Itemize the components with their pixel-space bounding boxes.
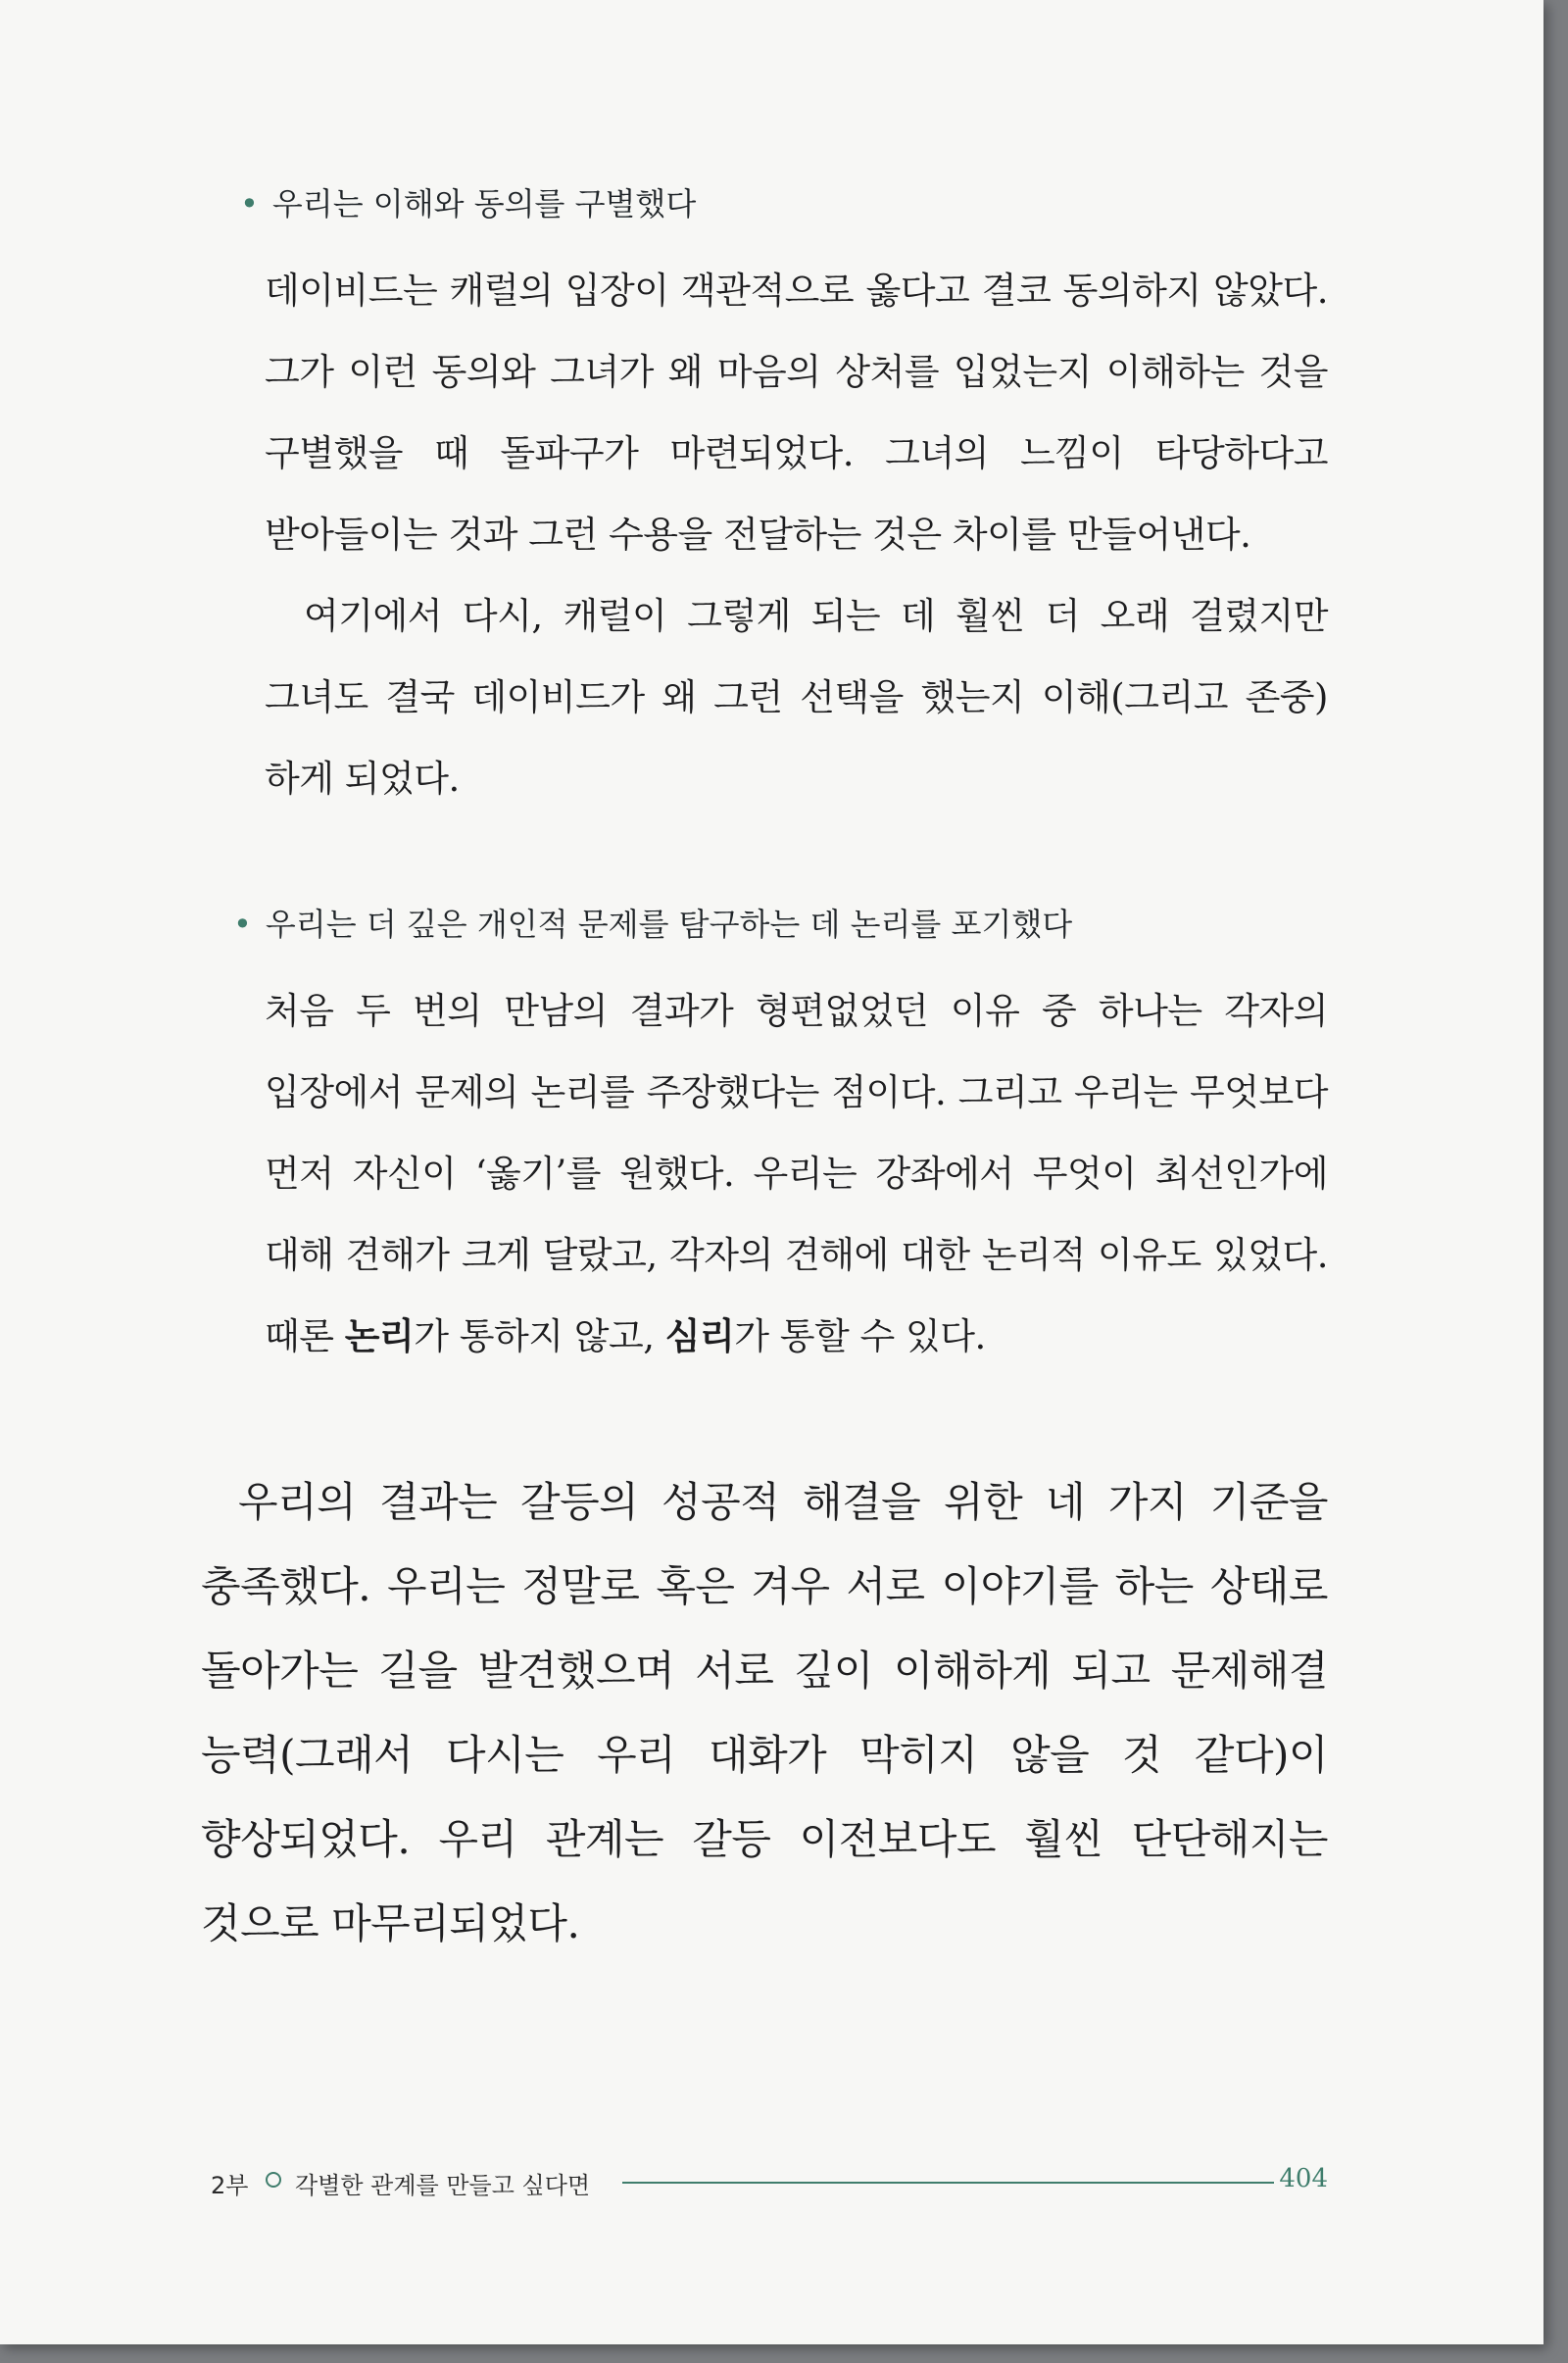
footer-rule [622,2182,1274,2184]
paragraph [265,970,1328,1377]
paragraph-text: 가 통하지 않고, [414,1315,665,1357]
section-heading-1-text: 우리는 이해와 동의를 구별했다 [271,185,697,222]
paragraph: 여기에서 다시, 캐럴이 그렇게 되는 데 훨씬 더 오래 걸렸지만 그녀도 결국 데이비드가 왜 그런 선택을 했는지 이해(그리고 존중)하게 되었다. [265,595,1328,800]
page-number: 404 [1279,2164,1328,2193]
emphasis-psychology: 심리 [664,1315,735,1357]
paragraph-text: 처음 두 번의 만남의 결과가 형편없었던 이유 중 하나는 각자의 입장에서 문제의 논리를 주장했다는 점이다. 그리고 우리는 무엇보다 먼저 자신이 ‘옳기’를 원했다. 우리는 강좌에서 무엇이 최선인가에 대해 견해가 크게 달랐고, 각자의 견해에 대한 논리적 이유도 있었다. 때론 [265,990,1328,1357]
bullet-icon: • [240,185,259,222]
section-heading-2-text: 우리는 더 깊은 개인적 문제를 탐구하는 데 논리를 포기했다 [265,906,1073,943]
chapter-title: 각별한 관계를 만들고 싶다면 [295,2172,591,2199]
section-body-2 [265,970,1328,1377]
paragraph: 데이비드는 캐럴의 입장이 객관적으로 옳다고 결코 동의하지 않았다. 그가 이런 동의와 그녀가 왜 마음의 상처를 입었는지 이해하는 것을 구별했을 때 돌파구가 마련되었다. 그녀의 느낌이 타당하다고 받아들이는 것과 그런 수용을 전달하는 것은 차이를 만들어낸다. [265,270,1328,556]
emphasis-logic: 논리 [344,1315,415,1357]
paragraph-text: 가 통할 수 있다. [734,1315,986,1357]
section-body-1 [265,250,1328,819]
paragraph: 우리의 결과는 갈등의 성공적 해결을 위한 네 가지 기준을 충족했다. 우리는 정말로 혹은 겨우 서로 이야기를 하는 상태로 돌아가는 길을 발견했으며 서로 깊이 이해하게 되고 문제해결 능력(그래서 다시는 우리 대화가 막히지 않을 것 같다)이 향상되었다. 우리 관계는 갈등 이전보다도 훨씬 단단해지는 것으로 마무리되었다. [201,1478,1328,1947]
part-label: 2부 [211,2172,249,2199]
bullet-icon: • [233,906,252,943]
section-heading-1 [240,179,696,224]
page-footer [211,2166,1338,2205]
conclusion-paragraph [201,1460,1328,1966]
section-heading-2 [233,900,1072,945]
circle-icon [266,2172,281,2188]
